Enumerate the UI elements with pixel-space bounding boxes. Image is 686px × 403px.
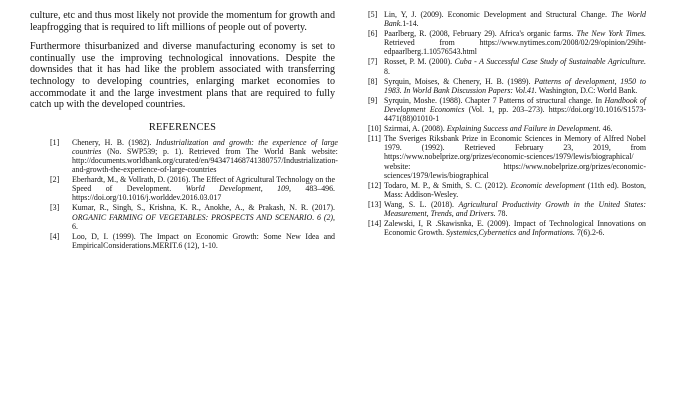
reference-item	[368, 10, 646, 28]
reference-text: Wang, S. L. (2018). Agricultural Productivity Growth in the United States: Measurement, Trends, and Drivers. 78.	[384, 199, 646, 218]
reference-list-left	[50, 137, 338, 250]
reference-number: [1]	[50, 137, 60, 147]
reference-number: [4]	[50, 231, 60, 241]
reference-text: Loo, D, I. (1999). The Impact on Economic Growth: Some New Idea and EmpiricalConsiderations.MERIT.6 (12), 1-10.	[72, 231, 335, 250]
reference-text: Chenery, H. B. (1982). Industrialization and growth: the experience of large countries (No. SWP539; p. 1). Retrieved from The World Bank website: http://documents.worldbank.org/curated/en/943471468741380757/Industrialization-and-growth-the-experience-of-large-countries	[72, 137, 338, 175]
reference-number: [14]	[368, 219, 382, 229]
reference-number: [2]	[50, 175, 60, 185]
reference-number: [3]	[50, 203, 60, 213]
reference-item	[50, 203, 335, 230]
reference-text: Todaro, M. P., & Smith, S. C. (2012). Economic development (11th ed). Boston, Mass: Addison-Wesley.	[384, 180, 646, 199]
reference-item	[368, 77, 646, 95]
reference-number: [7]	[368, 57, 378, 67]
reference-text: Zalewski, I, R .Skawisnka, E. (2009). Impact of Technological Innovations on Economic Growth. Systemics,Cybernetics and Informations. 7(6).2-6.	[384, 219, 646, 238]
reference-item	[50, 175, 335, 202]
reference-item	[368, 96, 646, 123]
reference-item	[368, 124, 646, 133]
reference-text: Rosset, P. M. (2000). Cuba - A Successful Case Study of Sustainable Agriculture. 8.	[384, 57, 646, 76]
reference-item	[368, 29, 646, 56]
reference-number: [13]	[368, 199, 382, 209]
reference-text: Syrquin, Moises, & Chenery, H. B. (1989). Patterns of development, 1950 to 1983. In World Bank Discussion Papers: Vol.41. Washington, D.C: World Bank.	[384, 76, 646, 95]
reference-item	[368, 219, 646, 237]
reference-text: Szirmai, A. (2008). Explaining Success and Failure in Development. 46.	[384, 124, 613, 134]
references-heading: REFERENCES	[148, 121, 217, 133]
reference-text: Lin, Y, J. (2009). Economic Development and Structural Change. The World Bank.1-14.	[384, 10, 647, 29]
reference-number: [10]	[368, 124, 382, 134]
reference-item	[368, 57, 646, 75]
reference-number: [11]	[368, 134, 381, 144]
reference-number: [9]	[368, 95, 378, 105]
reference-item	[368, 181, 646, 199]
body-paragraph: culture, etc and thus most likely not provide the momentum for growth and leapfrogging that is required to lift millions of people out of poverty.	[30, 10, 335, 33]
reference-item	[50, 137, 338, 175]
reference-number: [8]	[368, 76, 378, 86]
body-paragraph: Furthermore thisurbanized and diverse manufacturing economy is set to continually use the improving technological innovations. Despite the downsides that it has had like the problem associated with transferring technology to developing countries, enlarging market economies to accommodate it and the large investment plans that are required to fully catch up with the developed countries.	[30, 41, 335, 111]
right-column	[368, 10, 646, 238]
reference-text: Eberhardt, M., & Vollrath, D. (2016). The Effect of Agricultural Technology on the Speed of Development. World Development, 109, 483–496. https://doi.org/10.1016/j.worlddev.2016.03.017	[72, 175, 335, 203]
reference-number: [5]	[368, 10, 378, 19]
left-column	[30, 10, 338, 251]
reference-item	[368, 200, 646, 218]
reference-item	[50, 232, 335, 250]
reference-item	[368, 134, 646, 179]
reference-number: [12]	[368, 180, 382, 190]
reference-number: [6]	[368, 29, 378, 39]
reference-text: The Sveriges Riksbank Prize in Economic Sciences in Memory of Alfred Nobel 1979. (1992). Retrieved February 23, 2019, from https://www.nobelprize.org/prizes/economic-sciences/1979/lewis/biographical/ website: https://www.nobelprize.org/prizes/economic-sciences/1979/lewis/biographical	[384, 134, 646, 180]
reference-text: Paarlberg, R. (2008, February 29). Africa's organic farms. The New York Times. Retrieved from https://www.nytimes.com/2008/02/29/opinion/29iht-edpaarlberg.1.10576543.html	[384, 29, 646, 57]
reference-text: Kumar, R., Singh, S., Krishna, K. R., Anokhe, A., & Prakash, N. R. (2017). ORGANIC FARMING OF VEGETABLES: PROSPECTS AND SCENARIO. 6 (2), 6.	[72, 203, 335, 231]
reference-text: Syrquin, Moshe. (1988). Chapter 7 Patterns of structural change. In Handbook of Development Economics (Vol. 1, pp. 203–273). https://doi.org/10.1016/S1573-4471(88)01010-1	[384, 95, 646, 124]
